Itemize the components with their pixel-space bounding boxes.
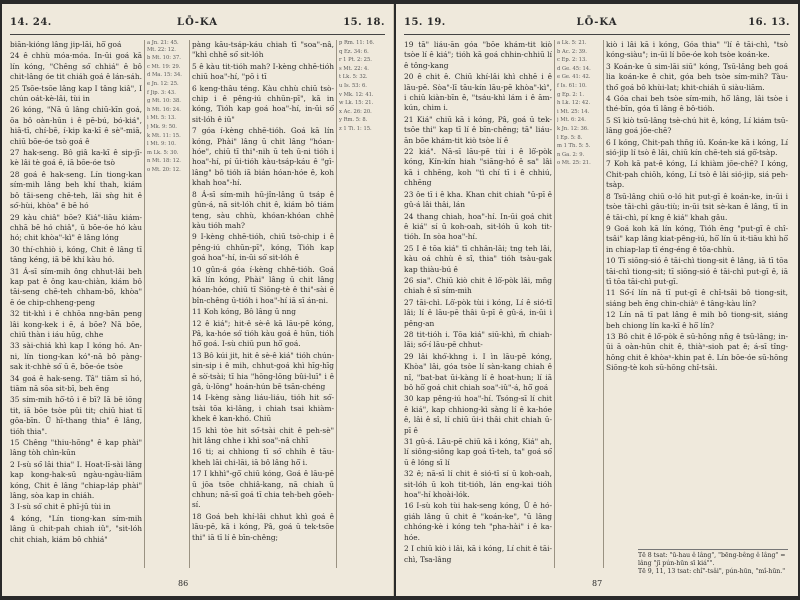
verse-text: 7 góa í-kèng chhē-tióh. Goá kā lín kóng, Phài" lâng ū chit lâng "hóan-hóe", chiū tī thi"-nih ū teh ū-ni tióh i hoa"-hí, pí ūi-tióh kàu-tsáp-káu ê "gī-lâng" bô tióh iā bián hóan-hóe ê, koh khah hoa"-hí. — [192, 126, 334, 188]
left-page-number: 86 — [178, 579, 189, 588]
cross-reference: k Mt. 11: 15. — [147, 132, 181, 139]
left-header-book-title: LŌ-KA — [177, 16, 218, 28]
cross-reference: m 1 Th. 5: 5. — [557, 143, 591, 150]
left-header-rule — [10, 34, 385, 35]
verse-text: 25 Tsōe-tsōe lâng kap I tâng kiâ", I chún oát-kè-lâi, tùi in — [10, 83, 142, 104]
verse-text: 16 ti; ai chhiong tī só͘ chhih ê tāu-kheh lāi chi-lāi, iā bô lâng hō͘ i. — [192, 447, 334, 467]
left-divider-1 — [144, 40, 145, 568]
cross-reference: w Lk. 15: 21. — [339, 100, 374, 107]
left-divider-3 — [336, 40, 337, 568]
right-text-column-1 — [404, 40, 552, 568]
left-header-chapter-verse-start: 14. 24. — [10, 16, 52, 28]
verse-text: 28 tit-tióh i. Tōa kiá" siū-khì, m̄ chiah-lāi; só͘-í lāu-pē chhut- — [404, 329, 552, 350]
verse-text: 10 Tī siōng-sió ê tāi-chì tiong-sit ê lâng, iā tī tōa tāi-chì tiong-sit; tī siōng-sió ê tāi-chì put-gī ê, iā tī tōa tāi-chì put-gī. — [606, 256, 788, 286]
verse-text: 5 ê kàu tit-tióh mah? I-kèng chhē-tióh chiū hoa"-hí, "pō i tī — [192, 61, 334, 82]
right-text-column-2 — [606, 40, 788, 518]
verse-text: 26 kóng, "Nā ū lâng chiū-kīn goá, ōa bô oàn-hūn i ê pē-bú, bó-kiá", hiā-tī, chí-bē, í-kip ka-kī ê sè"-miā, chiū bōe-óe tsò goá ê — [10, 105, 142, 146]
left-references-column-1 — [147, 40, 187, 568]
verse-text: 13 Bô chit ê lô͘-pòk ē sū-hōng nn̄g ê tsū-lâng; in-ūi ā oàn-hūn chit ê, thiàⁿ-sioh pat ê; á-sī tîng-hōng chit ê khòaⁿ-khin pat ê. Lín bōe-óe sū-hōng Siōng-tè koh sū-hōng chî-tsâi. — [606, 331, 788, 373]
verse-text: 2 I-sù só͘ lâi thia" I. Hoat-lī-sài lâng kap kong-hak-sū ngàu-ngàu-liām kóng, Chit ê lâng "chiap-láp phài" lâng, sòa kap in chiáh. — [10, 459, 142, 501]
right-footnote — [638, 549, 788, 576]
verse-text: 30 thí-chhiò i, kóng, Chit ê lâng tī tāng kéng, iā bē khí kàu hó. — [10, 244, 142, 265]
right-header-book-title: LŌ-KA — [576, 16, 618, 28]
verse-text: 5 Sī kiò tsū-lâng tsè-chú hit ê, kóng, Lí kiám tsū-lâng goá jōe-chē? — [606, 115, 788, 136]
cross-reference: h Mt. 16: 24. — [147, 106, 181, 113]
cross-reference: b Ac. 2: 39. — [557, 48, 587, 55]
cross-reference: x Ac. 26: 20. — [339, 108, 372, 115]
verse-text: 27 hak-seng. Bô giâ ka-kī ê sip-jī-kè lâi tè goá ê, iā bōe-óe tsò — [10, 148, 142, 168]
footnote-line: Tē 8 tsat: "ū-hau ê lâng", "bēng-bêng ê lâng" = lâng "jī pún-hūn sī kiá"". — [638, 552, 786, 567]
right-page-header — [404, 10, 790, 34]
right-divider-2 — [603, 40, 604, 568]
verse-text: 29 lâi khó͘-khng i. I ìn lāu-pē kóng, Khòa" lâi, góa tsòe lí sàn-kang chiah ê nî, "bat-bat ūi-kàng lí ê hoat-hun; lí iā bô hō͘ goá chit chiah soa"-iû"-á, hō͘ goá — [404, 351, 552, 392]
right-page — [396, 4, 798, 596]
left-page-header — [10, 10, 385, 34]
verse-text: 16 I-sù koh tùi hak-seng kóng, Ū ê hó-giáh lâng ū chit ê "koán-ke", "ū lâng chhóng-kè i kóng teh "pha-hài" i ê ka-hóe. — [404, 501, 552, 542]
verse-text: 31 Á-sī sím-mih ông chhut-lâi beh kap pat ê ông kau-chiàn, kiám bô tāi-seng chē-teh chham-bō, khòa" ē óe chip-chheng-peng — [10, 266, 142, 307]
verse-text: 33 sài-chiá khì kap I kóng hó. An-ni, lín tiong-kan kó"-nā bô pàng-sak it-chhè só͘ ū ē, bōe-óe tsòe — [10, 341, 142, 372]
cross-reference: i Mt. 5: 13. — [147, 115, 176, 122]
cross-reference: a Lk. 5: 21. — [557, 40, 587, 46]
cross-reference: u Is. 53: 6. — [339, 82, 367, 89]
verse-text: 22 kiá". Nā-sī lāu-pē tùi i ê lô͘-pòk kóng, Kín-kín hiah "siāng-hó ê sa" lâi kā i chhēng, koh "tì chí tī i ê chhiú, chhēng — [404, 147, 552, 188]
cross-reference: g Mt. 10: 38. — [147, 98, 181, 105]
verse-text: 20 ê chit ê. Chiū khí-lâi khì chhē i ê lāu-pē. Sòa"-lī tāu-kín lāu-pē khòa"-kì", i chiū kiàn-bīn ê, "tsáu-khì lám i ê ām-kún, chim i. — [404, 72, 552, 113]
left-text-column-2 — [192, 40, 334, 568]
cross-reference: r 1 Pt. 2: 25. — [339, 57, 372, 64]
left-text-column-1 — [10, 40, 142, 568]
cross-reference: t Lk. 5: 32. — [339, 74, 368, 81]
verse-text: 10 gûn-á góa í-kèng chhē-tióh. Goá kā lín kóng, Phài" lâng ū chit lâng hóan-hóe, chiū tī Siōng-tè ê thi"-sài ē bîn-chêng ū-tióh i hoa"-hí iā sī án-ni. — [192, 264, 334, 305]
verse-text: 24 ê chhù móa-móa. In-ūi goá kā lín kóng, "Chêng só͘ chhiá" ê bô chit-lâng óe tit chiáh goá ê lán-sáh. — [10, 51, 142, 82]
left-header-chapter-verse-end: 15. 18. — [343, 16, 385, 28]
cross-reference: y Rm. 5: 8. — [339, 117, 368, 124]
cross-reference: l Ep. 5: 8. — [557, 134, 583, 141]
cross-reference: j Mk. 9: 50. — [147, 123, 177, 130]
cross-reference: j Mt. 6: 24. — [557, 117, 586, 124]
cross-reference: q Ez. 34: 6. — [339, 48, 369, 55]
right-header-chapter-verse-start: 15. 19. — [404, 16, 446, 28]
verse-text: 23 ôe tī i ê kha. Khan chit chiah "ū-pī ê gû-á lâi thâi, lán — [404, 189, 552, 210]
verse-text: 14 I-kèng sàng liáu-liáu, tióh hit só͘-tsài tōa ki-lâng, i chiah tsai khiàm-khek ê kan-khó. Chiū — [192, 393, 334, 424]
right-references-column — [557, 40, 601, 568]
verse-text: 21 Kiá" chiū kā i kóng, Pâ, goá ū tek-tsōe thi" kap tī lí ê bīn-chêng; tā" liáu-ān bōe khám-tit kiò tsòe lí ê — [404, 114, 552, 145]
cross-reference: s Mt. 22: 4. — [339, 65, 369, 72]
verse-text: 9 I-kèng chhē-tióh, chiū tsò-chip i ê pêng-iú chhūn-pī", kóng, Tióh kap goá hoa"-hí, in-ūi só͘ sit-lóh ê — [192, 232, 334, 263]
verse-text: 31 gû-á. Lāu-pē chiū kā i kóng, Kiá" ah, lí siông-siông kap goá tī-teh, ta" goá só͘ ū ê lóng sī lí — [404, 437, 552, 467]
verse-text: 19 tā" liáu-ān góa "bōe khám-tit kiò tsòe lí ê kiá"; tióh kā goá chhin-chhiū lí ê tông-kang — [404, 40, 552, 70]
cross-reference: n Mt. 18: 12. — [147, 158, 181, 165]
cross-reference: b Mt. 10: 37. — [147, 55, 181, 62]
left-page — [2, 4, 394, 596]
verse-text: 25 I ê tōa kiá" tī chhân-lāi; tng teh lâi, kàu oá chhù ê sî, thia" tióh tsàu-gak kap thiàu-bú ê — [404, 243, 552, 274]
right-page-number: 87 — [592, 579, 603, 588]
verse-text: 8 Á-sī sím-mih hū-jîn-lâng ū tsáp ê gûn-á, nā sit-lóh chit ê, kiám bô tiám teng, sàu chhù, khóan-khóan chhē kàu tióh mah? — [192, 189, 334, 230]
cross-reference: c Mt. 19: 29. — [147, 63, 181, 70]
verse-text: 15 khì tòe hit só͘-tsài chit ê peh-sè" hit lâng chhe i khì soa"-nâ chhī — [192, 425, 334, 446]
verse-text: 34 goá ê hak-seng. Tâ" tiām sī hó, tiām nā sōa sit-bī, beh ēng — [10, 373, 142, 393]
cross-reference: p Rm. 11: 16. — [339, 40, 375, 46]
verse-text: 9 Goá koh kā lín kóng, Tióh ēng "put-gī ê chî-tsâi" kap lâng kiat-pêng-iú, hō͘ lín ū it-tiāu khì hō͘ in chiap-lap tī éng-éng ê tōa-chhù. — [606, 223, 788, 254]
verse-text: 35 sím-mih hō͘-tō i ē bī? Iā bē iōng tit, iā bōe tsòe pûi tit; chiū hiat tī gōa-bīn. Ū hī-thang thia" ê lâng, tióh thia". — [10, 395, 142, 436]
verse-text: 32 tit-khì i ē chhōa nng-bān peng lâi kong-kek i ē, á bōe? Nā bōe, chiū thàn i iáu hūg, chhe — [10, 309, 142, 339]
verse-text: biān-kióng lâng jip-lāi, hō͘ goá — [10, 40, 122, 49]
verse-text: 11 Koh kóng, Bô lâng ū nng — [192, 307, 296, 317]
verse-text: 11 Só͘-í lín nā tī put-gī ê chî-tsâi bô tiong-sit, siáng beh ēng chin-chiàⁿ ê tâng-kàu lín? — [606, 288, 788, 308]
verse-text: 24 thang chiah, hoa"-hí. In-ūi goá chit ê kiá" sí ū koh-oah, sit-lóh ū koh tit-tióh. In sòa hoa"-hí. — [404, 211, 552, 242]
verse-text: 27 tāi-chì. Lô͘-pòk tùi i kóng, Lí ê sió-tī lâi; lí ê lāu-pē thâi ū-pī ê gû-á, in-ūi i pêng-an — [404, 297, 552, 328]
cross-reference: d Ma. 15: 34. — [147, 72, 182, 79]
right-header-rule — [404, 34, 790, 35]
cross-reference: e Jn. 12: 25. — [147, 80, 179, 87]
cross-reference: l Mt. 9: 10. — [147, 141, 176, 148]
verse-text: 7 Koh kā pat-ê kóng, Lí khiàm jōe-chē? I kóng, Chit-pah chiōh, kóng, Lí tsò ê lâi sió-jip, siá peh-tsàp. — [606, 159, 788, 190]
verse-text: 13 Bô kúi jit, hit ê sè-ê kiá" tióh chún-sin-sip i ê mih, chhut-goá khì hīg-hīg ê sò͘-tsài; tī hia "hōng-lōng bûi-luī" i ê gâ, ù-lōng" hoán-hún bē tsān-chéng — [192, 350, 334, 391]
verse-text: 4 kóng, "Lín tiong-kan sím-mih lâng ū chit-pah chiah iû", "sit-lóh chit chiah, kiám bô chhiá" — [10, 513, 142, 544]
cross-reference: n Ga. 2: 9. — [557, 151, 585, 158]
verse-text: 6 I kóng, Chit-pah thn̄g iû. Koán-ke kā i kóng, Lí sió-jip lí tsò ê lâi, chiū kín chē-teh siá gō͘-tsàp. — [606, 137, 788, 158]
cross-reference: i Mt. 25: 14. — [557, 108, 590, 115]
verse-text: 3 I-sù só͘ chit ē phī-jū tùi in — [10, 502, 111, 512]
verse-text: 4 Góa chai beh tsòe sím-mih, hō͘ lâng, lâi tsòe i thé-bīn, góa tī lâng ê bô-tióh. — [606, 94, 788, 114]
verse-text: 12 Lín nā tī pat lâng ê mih bô tiong-sit, siáng beh chiong lín ka-kī ê hō͘ lín? — [606, 310, 788, 330]
verse-text: pàng kāu-tsáp-káu chiah tī "soa"-nâ, "khì chhē só͘ sit-lóh — [192, 40, 334, 60]
verse-text: kiò i lâi kā i kóng, Góa thia" "lí ê tāi-chì, "tsò kóng-siàu"; in-ūi lí bōe-óe koh tsòe koán-ke. — [606, 40, 788, 60]
right-header-chapter-verse-end: 16. 13. — [748, 16, 790, 28]
verse-text: 2 I chiū kiò i lâi, kā i kóng, Lí chit ê tāi-chì, Tsa-lâng — [404, 544, 552, 564]
cross-reference: h Lk. 12: 42. — [557, 100, 591, 107]
footnote-line: Tē 9, 11, 13 tsat: chî"-tsâi", pún-hūn, "mî-hūn." — [638, 568, 786, 575]
cross-reference: o Mt. 25: 21. — [557, 160, 591, 167]
verse-text: 26 sia". Chiū kiò chit ê lô͘-pòk lâi, mn̄g chiah ê sī sím-mih — [404, 275, 552, 296]
verse-text: 29 kàu chiâ" bōe? Kiá"-liāu kiám-chhā bē hó chiâ", ū bōe-óe hó kàu hó; chit khòa"-kì" ê lâng lóng — [10, 212, 142, 243]
verse-text: 8 Tsū-lâng chiū o-ló hit put-gī ê koán-ke, in-ūi i tsòe tāi-chì gâu-tiù; in-ūi tsit sè-kan ê lâng, tī in ê tāi-chì, pí kng ê kiá" khah gâu. — [606, 191, 788, 222]
cross-reference: z 1 Ti. 1: 15. — [339, 125, 372, 132]
cross-reference: o Mt. 20: 12. — [147, 166, 181, 173]
cross-reference: k Jn. 12: 36. — [557, 125, 589, 132]
verse-text: 32 ê; nā-sī lí chit ê sió-tī sí ū koh-oah, sit-lóh ū koh tit-tióh, lán eng-kai tióh hoa"-hí khoài-lók. — [404, 469, 552, 500]
verse-text: 28 goá ê hak-seng. Lín tiong-kan sím-mih lâng beh khí thah, kiám bô tāi-seng chē-teh, lāi sǹg hit ê só͘-hùi, khòa" ē bē hó — [10, 169, 142, 211]
cross-reference: f Is. 61: 10. — [557, 82, 587, 89]
cross-reference: c Ep. 2: 13. — [557, 57, 587, 64]
cross-reference: f Jip. 3: 43. — [147, 89, 176, 96]
verse-text: 17 I khhì"-gō͘ chiū kóng, Goá ê lāu-pē ū jōa tsōe chhiâ-kang, nā chiah ū chhun; nā-sī goá tī chia teh-beh gōeh-sí. — [192, 469, 334, 510]
verse-text: 3 Koán-ke ū sim-lāi siū" kóng, Tsū-lâng beh goá lia koán-ke ê chit, góa beh tsòe sím-mih? Tàu-thó͘ goá bô khùi-lat; khit-chiáh ū siàu-liām. — [606, 61, 788, 92]
left-divider-2 — [189, 40, 190, 568]
verse-text: 30 kap pêng-iú hoa"-hí. Tsóng-sī lí chit ê kiá", kap chhiong-kì sàng lí ê ka-hóe ê, lâi ê sî, lí chiū ūi-i thâi chit chiah ū-pī ê — [404, 394, 552, 435]
cross-reference: v Mk. 12: 41. — [339, 91, 374, 98]
right-divider-1 — [554, 40, 555, 568]
verse-text: 18 Goá beh khí-lâi chhut khì goá ê lāu-pē, kā i kóng, Pâ, goá ū tek-tsōe thi" iā tī lí ê bīn-chêng; — [192, 511, 334, 542]
verse-text: 15 Chêng "thiu-hōng" ê kap phài" lâng tòh chìn-kūn — [10, 438, 142, 458]
cross-reference: g Ep. 2: 1. — [557, 91, 585, 98]
verse-text: 6 keng-thâu téng. Kàu chhù chiū tsò-chip i ê pêng-iú chhūn-pī", kā in kóng, Tióh kap goá hoa"-hí, in-ūi só͘ sit-lóh ê iû" — [192, 83, 334, 124]
left-references-column-2 — [339, 40, 385, 568]
cross-reference: e Ge. 41: 42. — [557, 74, 591, 81]
verse-text: 12 ê kiá"; hit-ê sè-ê kā lāu-pē kóng, Pâ, ka-hóe só͘ tióh kàu goá ê hūn, tióh hō͘ goá. I-sù chiū pun hō͘ goá. — [192, 318, 334, 349]
cross-reference: m Lk. 5: 30. — [147, 149, 179, 156]
cross-reference: d Ge. 45: 14. — [557, 65, 591, 72]
cross-reference: a Jn. 21: 45. Mt. 22: 12. — [147, 40, 179, 53]
